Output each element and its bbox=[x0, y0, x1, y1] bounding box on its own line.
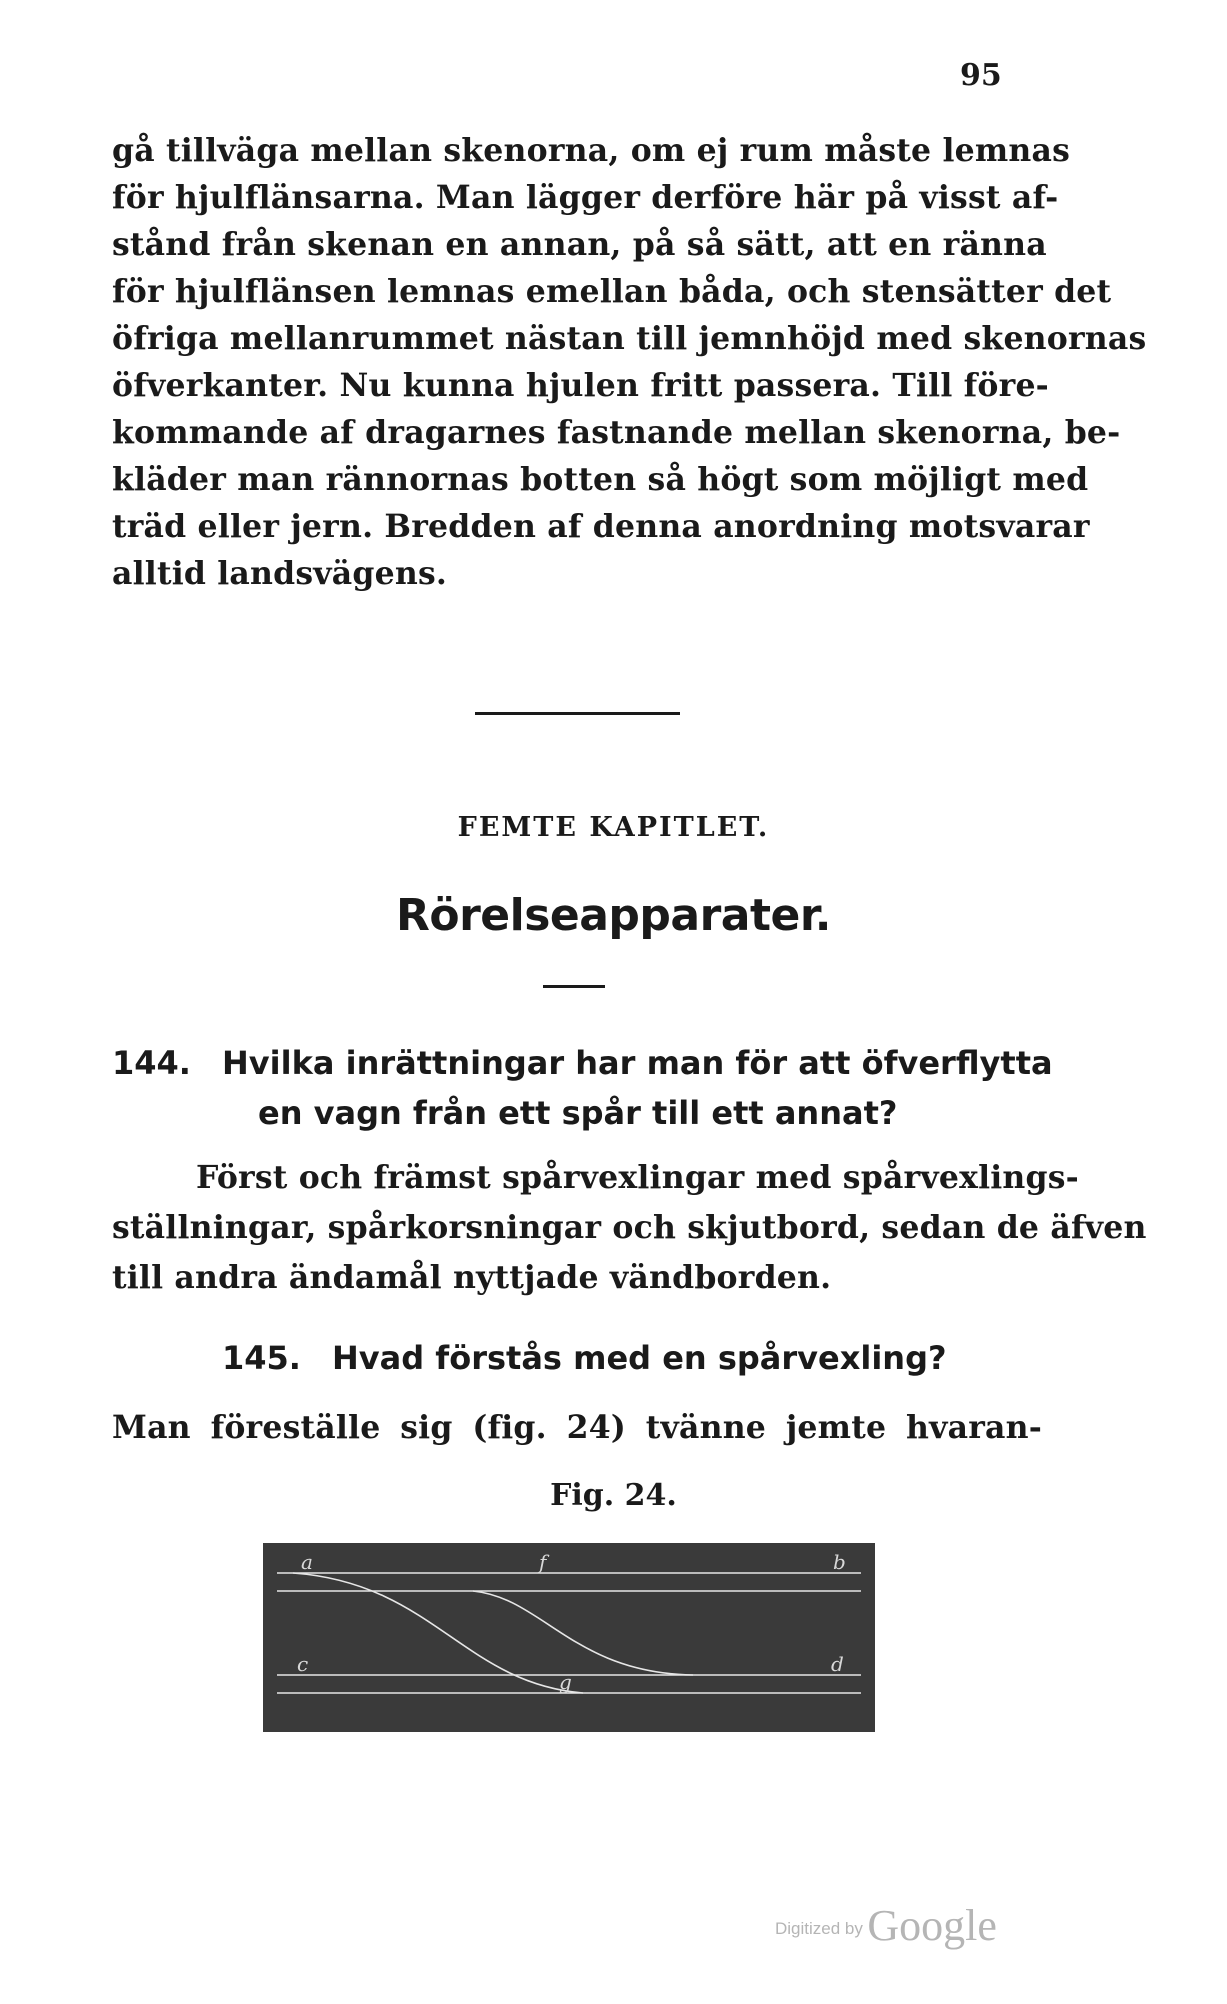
chapter-label: FEMTE KAPITLET. bbox=[457, 812, 770, 843]
label-a: a bbox=[301, 1550, 313, 1574]
paragraph-line: kommande af dragarnes fastnande mellan skenorna, be- bbox=[112, 414, 1121, 451]
paragraph-line: gå tillväga mellan skenorna, om ej rum måste lemnas bbox=[112, 132, 1071, 169]
paragraph-line: för hjulflänsen lemnas emellan båda, och stensätter det bbox=[112, 273, 1112, 310]
answer-line: ställningar, spårkorsningar och skjutbord, sedan de äfven bbox=[112, 1209, 1147, 1246]
paragraph-line: för hjulflänsarna. Man lägger derföre här på visst af- bbox=[112, 179, 1059, 216]
question-number: 144. bbox=[112, 1044, 191, 1082]
paragraph-line: träd eller jern. Bredden af denna anordning motsvarar bbox=[112, 508, 1090, 545]
answer-line: Man föreställe sig (fig. 24) tvänne jemte hvaran- bbox=[112, 1409, 1042, 1446]
google-logo: Google bbox=[867, 1901, 997, 1950]
label-c: c bbox=[297, 1652, 309, 1676]
section-divider bbox=[475, 712, 680, 715]
answer-line: Först och främst spårvexlingar med spårvexlings- bbox=[196, 1159, 1079, 1196]
paragraph-line: öfverkanter. Nu kunna hjulen fritt passera. Till före- bbox=[112, 367, 1049, 404]
paragraph-line: öfriga mellanrummet nästan till jemnhöjd med skenornas bbox=[112, 320, 1147, 357]
track-diagram bbox=[263, 1543, 875, 1732]
page-number: 95 bbox=[960, 58, 1002, 93]
paragraph-line: alltid landsvägens. bbox=[112, 555, 448, 592]
track-diagram-figure bbox=[263, 1543, 875, 1732]
question-text: Hvilka inrättningar har man för att öfverflytta bbox=[222, 1044, 1053, 1082]
answer-line: till andra ändamål nyttjade vändborden. bbox=[112, 1259, 832, 1296]
paragraph-line: stånd från skenan en annan, på så sätt, att en ränna bbox=[112, 226, 1047, 263]
watermark-prefix: Digitized by bbox=[775, 1919, 863, 1938]
label-g: g bbox=[559, 1670, 572, 1694]
label-d: d bbox=[831, 1652, 844, 1676]
label-f: f bbox=[539, 1550, 547, 1574]
title-divider bbox=[543, 985, 605, 988]
paragraph-line: kläder man rännornas botten så högt som möjligt med bbox=[112, 461, 1089, 498]
chapter-title: Rörelseapparater. bbox=[395, 890, 832, 941]
figure-caption: Fig. 24. bbox=[550, 1478, 677, 1513]
question-number: 145. bbox=[222, 1339, 301, 1377]
question-text: Hvad förstås med en spårvexling? bbox=[332, 1339, 947, 1377]
label-b: b bbox=[833, 1550, 846, 1574]
question-text: en vagn från ett spår till ett annat? bbox=[258, 1094, 898, 1132]
digitization-watermark bbox=[775, 1900, 997, 1951]
